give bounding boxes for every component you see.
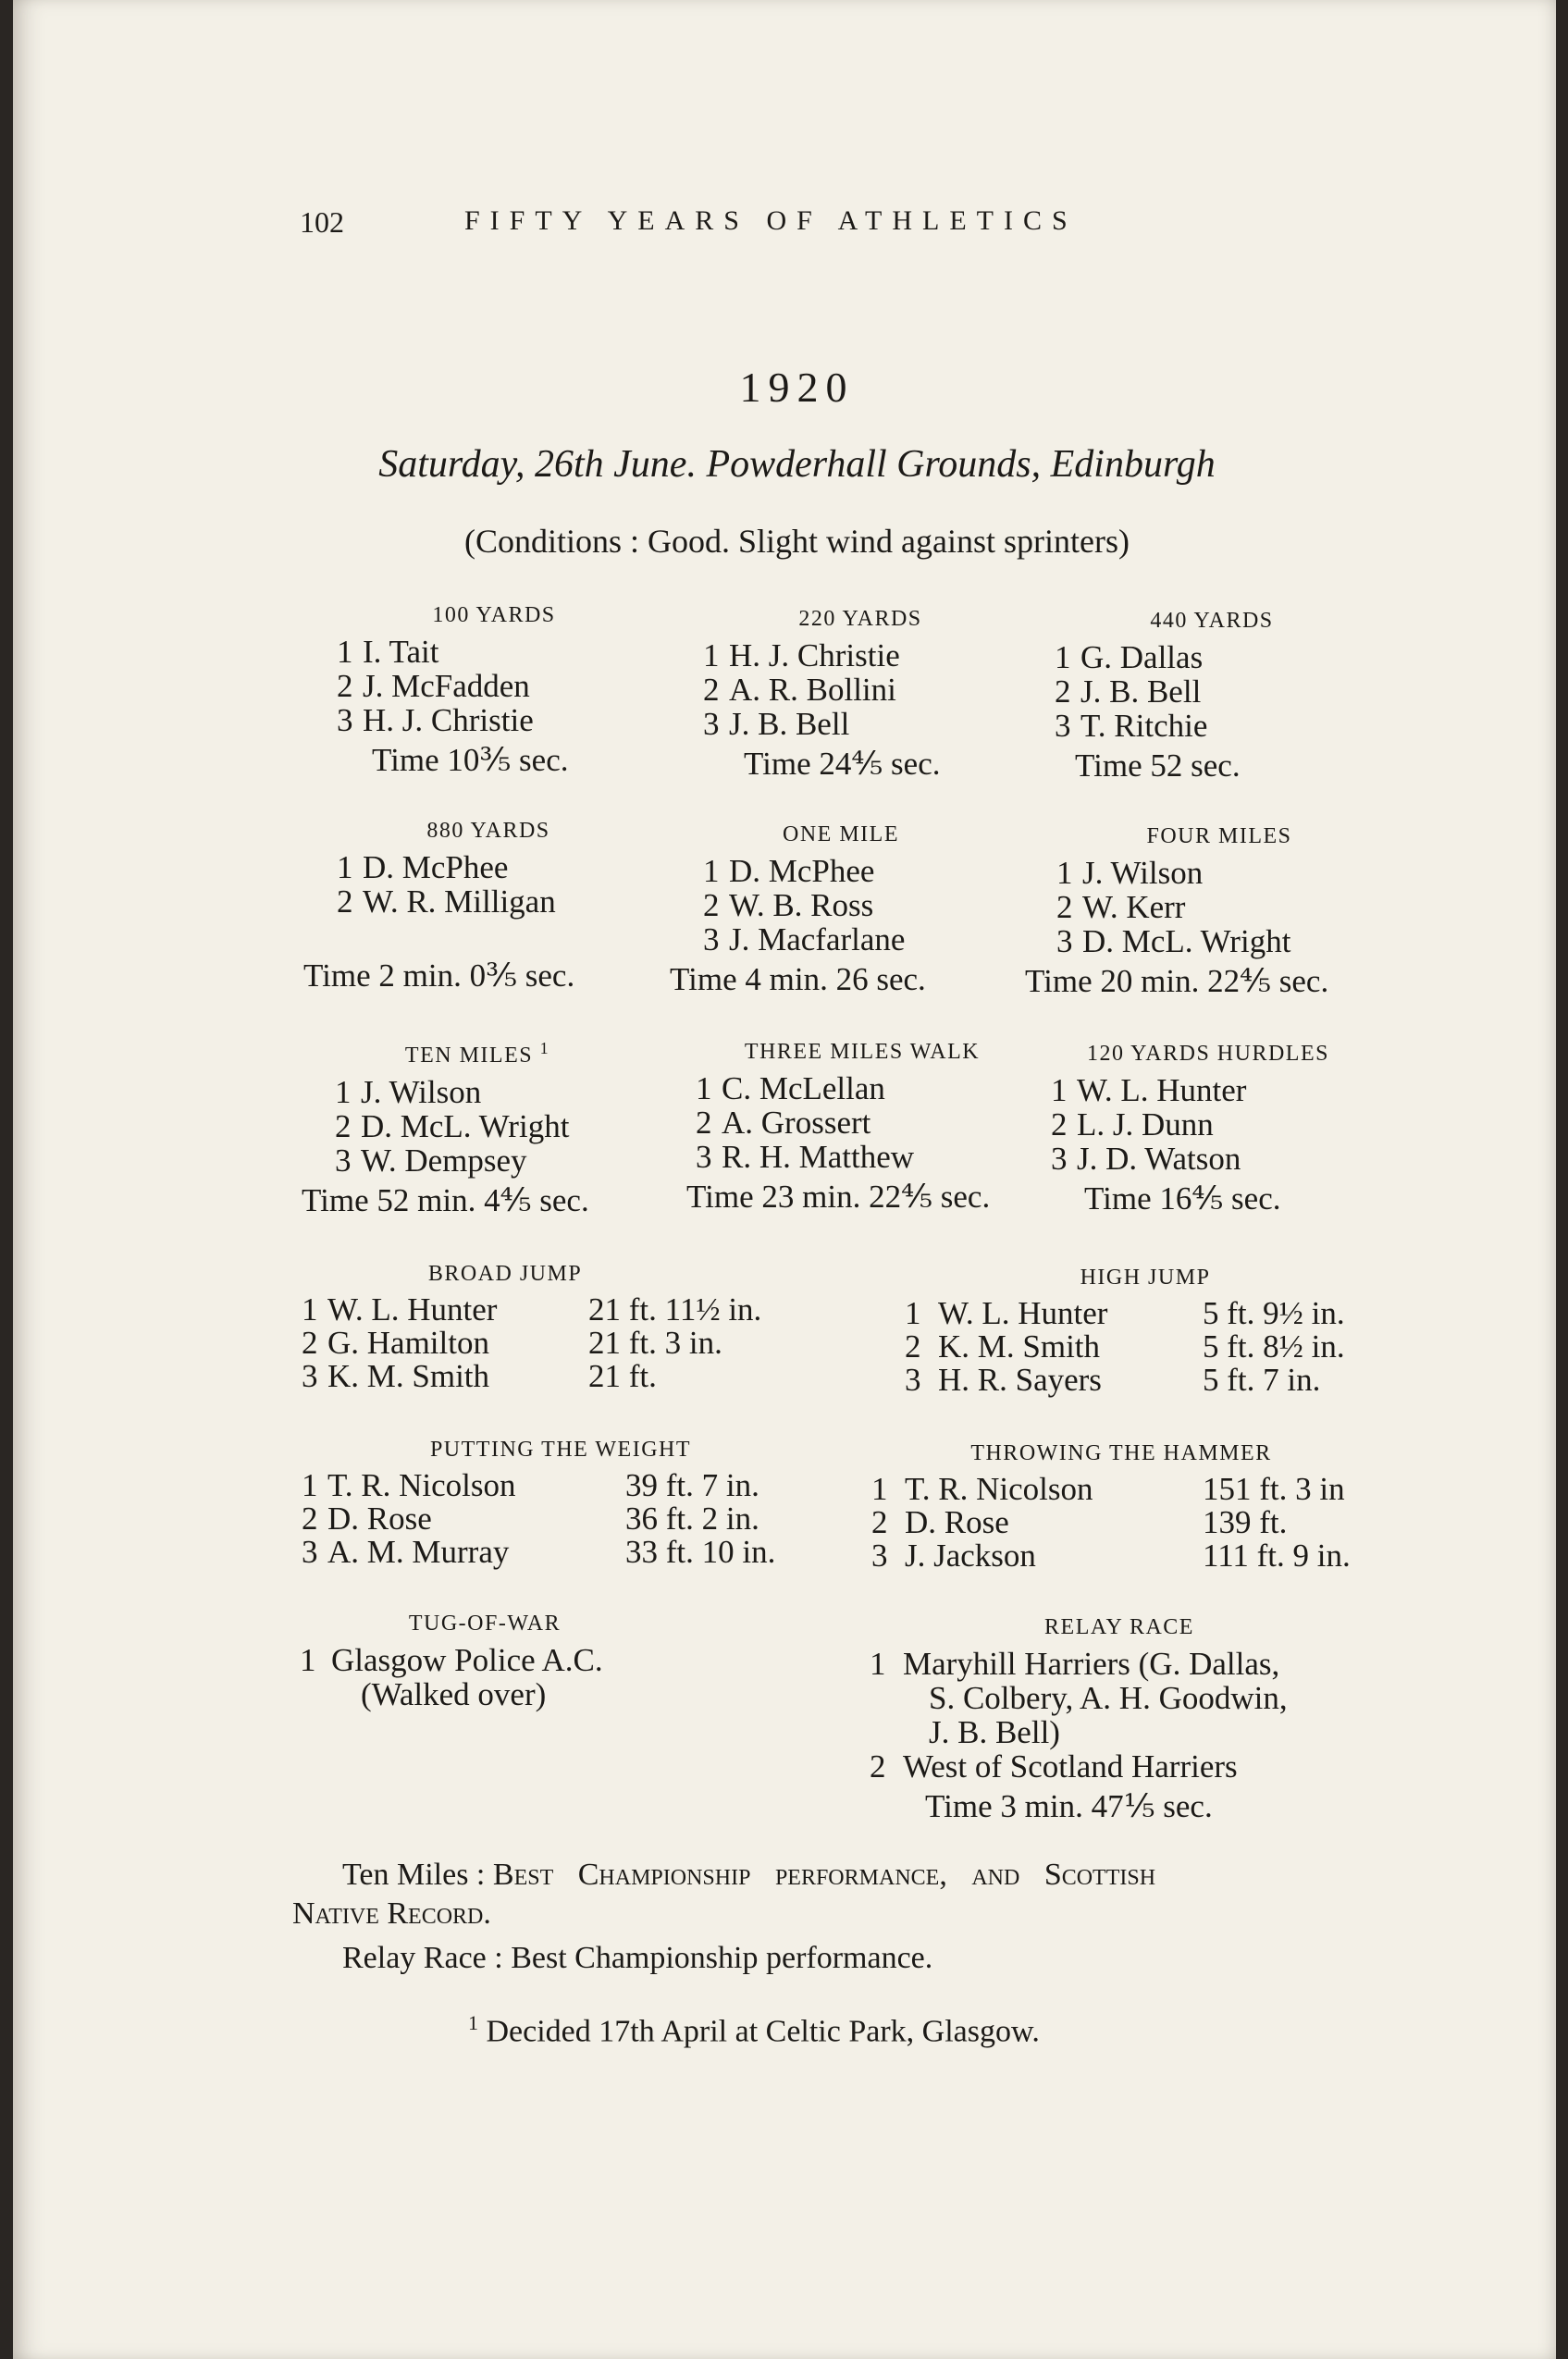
result-row: 2 J. McFadden <box>337 668 530 704</box>
event-time: Time 52 sec. <box>1075 747 1241 784</box>
note-ten-miles-continued: Native Record. <box>292 1896 491 1931</box>
result-row: 3 A. M. Murray 33 ft. 10 in. <box>302 1534 776 1570</box>
footnote <box>468 2011 1040 2049</box>
event-time: Time 16⅘ sec. <box>1084 1180 1281 1217</box>
page-number: 102 <box>300 205 344 239</box>
event-title: RELAY RACE <box>1044 1615 1194 1639</box>
result-row: 1 C. McLellan <box>696 1070 885 1106</box>
results-table <box>905 1297 1345 1397</box>
event-title: ONE MILE <box>783 822 899 846</box>
event-relay-race <box>870 1613 1369 1823</box>
event-title: THROWING THE HAMMER <box>970 1441 1272 1465</box>
result-row: 1 H. J. Christie <box>703 637 900 673</box>
event-120-yards-hurdles <box>1051 1040 1365 1216</box>
result-row: 1 W. L. Hunter 21 ft. 11½ in. <box>302 1291 762 1328</box>
result-row-continued: J. B. Bell) <box>929 1714 1060 1750</box>
result-row: 2 W. B. Ross <box>703 887 874 923</box>
result-row: 1 W. L. Hunter 5 ft. 9½ in. <box>905 1295 1345 1331</box>
results-table <box>871 1473 1351 1573</box>
result-row: 2 A. Grossert <box>696 1105 871 1141</box>
result-row: 2 J. B. Bell <box>1055 673 1202 710</box>
result-row: 1 I. Tait <box>337 634 439 670</box>
book-page <box>13 0 1556 2359</box>
result-row: 3 J. B. Bell <box>703 706 850 742</box>
event-title: 100 YARDS <box>432 603 556 627</box>
event-broad-jump <box>302 1260 820 1393</box>
result-row: 3 K. M. Smith 21 ft. <box>302 1358 657 1394</box>
result-row: 2 A. R. Bollini <box>703 672 896 708</box>
note-text: Best Championship performance. <box>511 1941 933 1975</box>
result-row: 3 J. Macfarlane <box>703 921 906 957</box>
footnote-text: Decided 17th April at Celtic Park, Glasgow. <box>486 2014 1040 2049</box>
event-ten-miles <box>302 1034 644 1217</box>
event-title: THREE MILES WALK <box>744 1040 981 1064</box>
result-row-continued: S. Colbery, A. H. Goodwin, <box>929 1680 1288 1716</box>
event-title: BROAD JUMP <box>427 1262 583 1286</box>
event-time: Time 52 min. 4⅘ sec. <box>302 1182 589 1218</box>
event-time: Time 23 min. 22⅘ sec. <box>686 1179 991 1215</box>
result-row: 1 J. Wilson <box>1056 855 1204 891</box>
result-row: 2 West of Scotland Harriers <box>870 1748 1238 1785</box>
result-row: 1 J. Wilson <box>335 1074 482 1110</box>
event-220-yards <box>703 605 1018 781</box>
note-label: Relay Race : <box>342 1941 503 1975</box>
result-row: 1 T. R. Nicolson 39 ft. 7 in. <box>302 1467 759 1503</box>
result-row: 3 W. Dempsey <box>335 1142 527 1179</box>
event-putting-the-weight <box>302 1436 820 1569</box>
result-row: 2 W. R. Milligan <box>337 883 556 920</box>
event-title: 440 YARDS <box>1150 609 1274 633</box>
event-throwing-the-hammer <box>871 1439 1371 1573</box>
event-three-miles-walk <box>686 1038 1038 1214</box>
result-row: 3 T. Ritchie <box>1055 708 1208 744</box>
event-title: 880 YARDS <box>426 819 550 843</box>
result-row: 1 D. McPhee <box>337 849 509 885</box>
result-row: 3 R. H. Matthew <box>696 1139 915 1175</box>
result-row: 1 D. McPhee <box>703 853 875 889</box>
result-row: 1 T. R. Nicolson 151 ft. 3 in <box>871 1471 1345 1507</box>
results-table <box>302 1469 775 1569</box>
result-row: 1 G. Dallas <box>1055 639 1204 675</box>
event-time: Time 3 min. 47⅕ sec. <box>925 1788 1213 1824</box>
event-time: Time 4 min. 26 sec. <box>670 961 926 997</box>
result-row: 2 D. Rose 139 ft. <box>871 1504 1288 1540</box>
results-table <box>302 1293 761 1393</box>
note-relay-race <box>342 1941 932 1976</box>
result-row: 2 W. Kerr <box>1056 889 1186 925</box>
event-title: FOUR MILES <box>1146 824 1292 848</box>
result-row: 2 L. J. Dunn <box>1051 1106 1214 1142</box>
result-row: 1 Maryhill Harriers (G. Dallas, <box>870 1646 1280 1682</box>
event-time: Time 20 min. 22⅘ sec. <box>1025 963 1329 999</box>
event-title: PUTTING THE WEIGHT <box>429 1438 692 1462</box>
running-title: FIFTY YEARS OF ATHLETICS <box>464 205 1078 236</box>
event-title: 220 YARDS <box>798 607 922 631</box>
result-row: 3 J. Jackson 111 ft. 9 in. <box>871 1538 1351 1574</box>
event-four-miles <box>1025 822 1377 998</box>
event-tug-of-war <box>300 1610 688 1711</box>
event-high-jump <box>905 1264 1386 1397</box>
event-time: Time 2 min. 0⅗ sec. <box>303 957 575 994</box>
year-heading: 1920 <box>739 364 855 411</box>
result-row: 2 K. M. Smith 5 ft. 8½ in. <box>905 1328 1345 1365</box>
footnote-marker: 1 <box>539 1039 550 1057</box>
result-row: 2 G. Hamilton 21 ft. 3 in. <box>302 1325 722 1361</box>
event-title: 120 YARDS HURDLES <box>1087 1042 1329 1066</box>
result-row: 1 W. L. Hunter <box>1051 1072 1247 1108</box>
conditions-line: (Conditions : Good. Slight wind against sprinters) <box>464 523 1130 560</box>
meeting-line: Saturday, 26th June. Powderhall Grounds, Edinburgh <box>378 443 1216 486</box>
event-one-mile <box>670 821 1012 996</box>
event-100-yards <box>337 601 651 777</box>
result-row: 3 D. McL. Wright <box>1056 923 1291 959</box>
event-440-yards <box>1055 607 1332 783</box>
note-ten-miles <box>342 1858 1155 1893</box>
footnote-marker: 1 <box>468 2011 478 2034</box>
event-title: TUG-OF-WAR <box>408 1612 562 1636</box>
result-row: 2 D. McL. Wright <box>335 1108 570 1144</box>
walkover-note: (Walked over) <box>361 1676 547 1712</box>
event-time: Time 10⅗ sec. <box>372 742 569 778</box>
note-label: Ten Miles : <box>342 1858 486 1892</box>
event-880-yards <box>303 817 636 993</box>
result-row: 2 D. Rose 36 ft. 2 in. <box>302 1501 759 1537</box>
note-text: Best Championship performance, and Scottish <box>492 1858 1156 1892</box>
result-row: 3 H. J. Christie <box>337 702 534 738</box>
result-row: 1 Glasgow Police A.C. <box>300 1642 603 1678</box>
result-row: 3 J. D. Watson <box>1051 1141 1241 1177</box>
event-title: TEN MILES $^1$ <box>404 1039 550 1068</box>
event-time: Time 24⅘ sec. <box>744 746 941 782</box>
event-title: HIGH JUMP <box>1080 1266 1211 1290</box>
result-row: 3 H. R. Sayers 5 ft. 7 in. <box>905 1362 1321 1398</box>
